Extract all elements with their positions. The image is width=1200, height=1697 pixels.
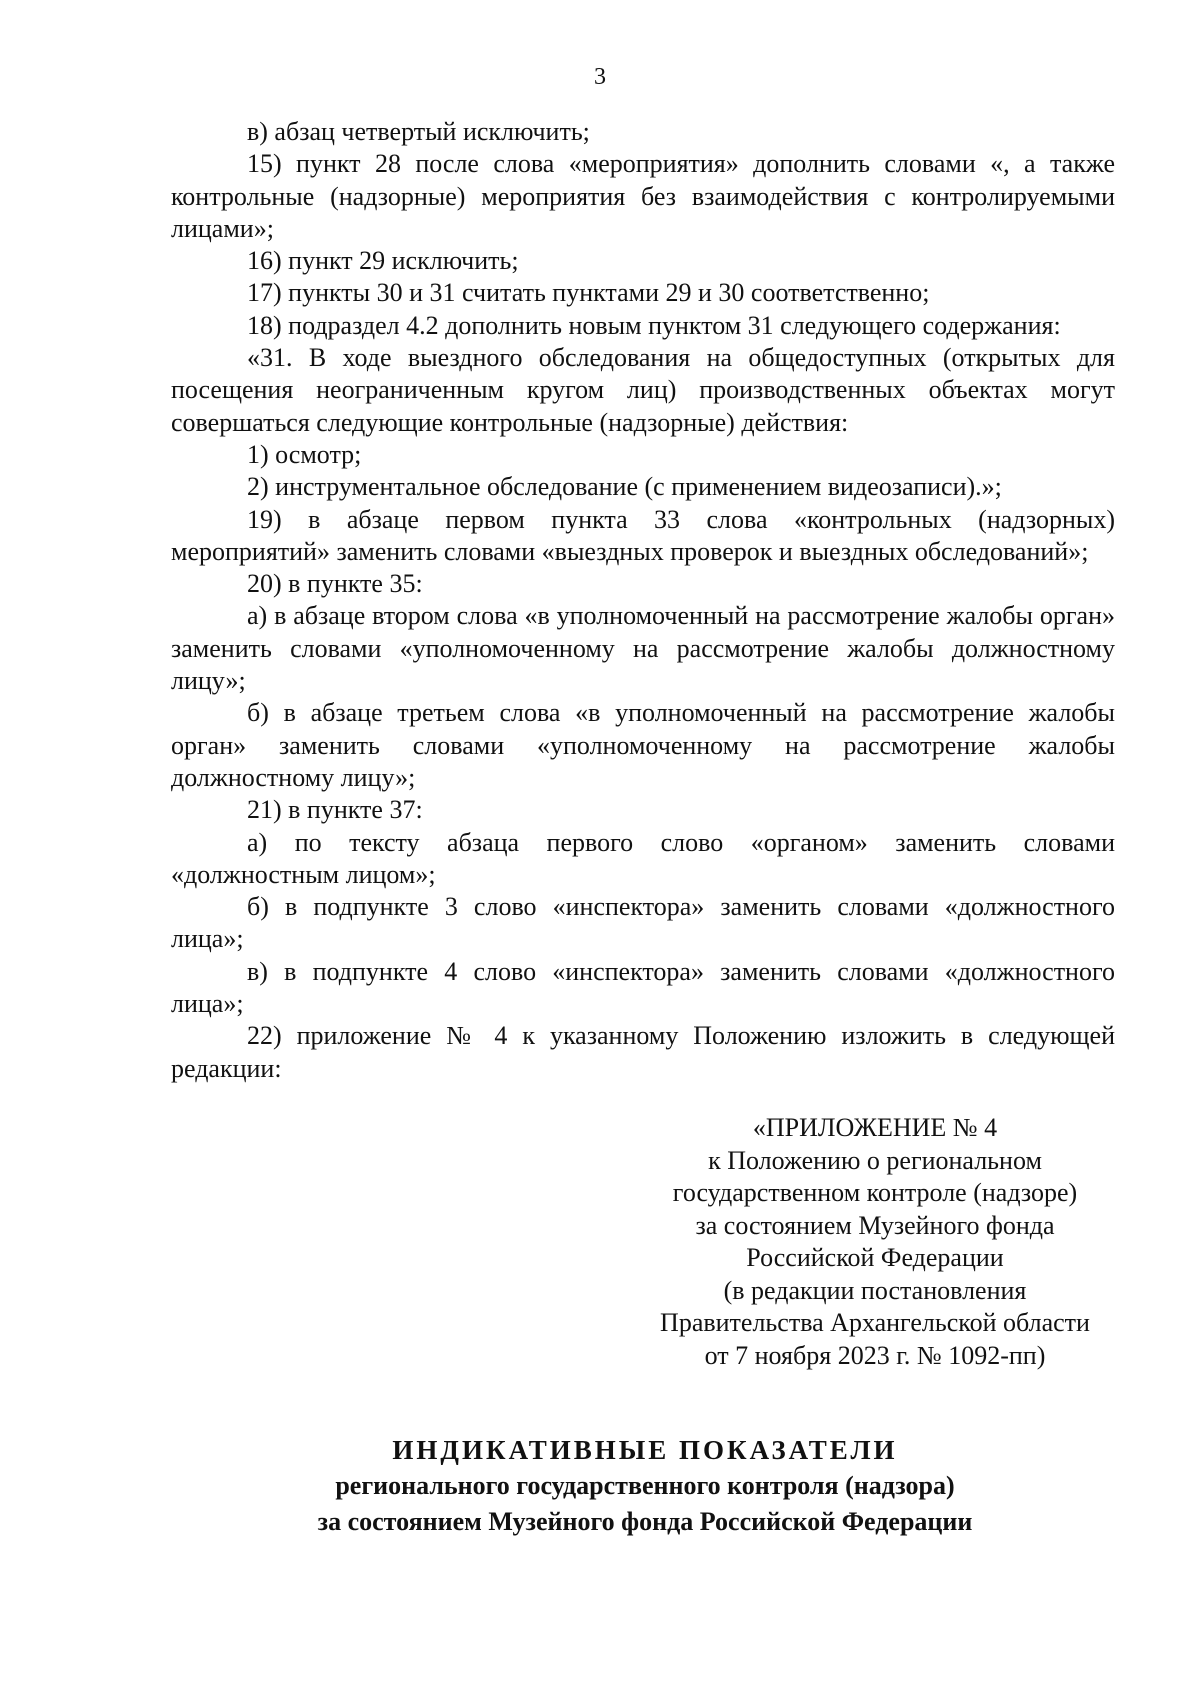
- paragraph: а) по тексту абзаца первого слово «органом» заменить словами «должностным лицом»;: [171, 827, 1115, 889]
- annex-line: государственном контроле (надзоре): [672, 1178, 1078, 1207]
- annex-header: [640, 1112, 1110, 1372]
- heading-subtitle-line: за состоянием Музейного фонда Российской Федерации: [317, 1507, 973, 1536]
- paragraph: «31. В ходе выездного обследования на общедоступных (открытых для посещения неограниченным кругом лиц) производственных объектах могут совершаться следующие контрольные (надзорные) действия:: [171, 343, 1115, 437]
- annex-line: от 7 ноября 2023 г. № 1092-пп): [704, 1340, 1046, 1370]
- annex-line: Правительства Архангельской области: [660, 1308, 1090, 1337]
- annex-line: «ПРИЛОЖЕНИЕ № 4: [752, 1113, 998, 1142]
- heading-title: ИНДИКАТИВНЫЕ ПОКАЗАТЕЛИ: [392, 1435, 898, 1465]
- section-heading: [0, 1432, 1200, 1540]
- annex-line: к Положению о региональном: [708, 1145, 1042, 1175]
- paragraph: 19) в абзаце первом пункта 33 слова «контрольных (надзорных) мероприятий» заменить словами «выездных проверок и выездных обследований»;: [171, 504, 1115, 566]
- paragraph: 2) инструментальное обследование (с применением видеозаписи).»;: [247, 472, 1002, 502]
- paragraph: 22) приложение № 4 к указанному Положению изложить в следующей редакции:: [171, 1021, 1115, 1083]
- paragraph: а) в абзаце втором слова «в уполномоченный на рассмотрение жалобы орган» заменить словами «уполномоченному на рассмотрение жалобы должностному лицу»;: [171, 601, 1115, 696]
- paragraph: 17) пункты 30 и 31 считать пунктами 29 и 30 соответственно;: [247, 278, 930, 308]
- paragraph: 20) в пункте 35:: [247, 569, 423, 599]
- page-number: 3: [594, 64, 606, 90]
- annex-line: (в редакции постановления: [723, 1275, 1027, 1305]
- paragraph: 1) осмотр;: [247, 439, 362, 469]
- paragraph: в) абзац четвертый исключить;: [247, 117, 590, 146]
- paragraph: 15) пункт 28 после слова «мероприятия» дополнить словами «, а также контрольные (надзорные) мероприятия без взаимодействия с контролируемыми лицами»;: [171, 149, 1115, 243]
- paragraph: 16) пункт 29 исключить;: [247, 246, 519, 276]
- paragraph: 21) в пункте 37:: [247, 795, 423, 825]
- heading-subtitle-line: регионального государственного контроля (надзора): [335, 1471, 955, 1500]
- paragraph: б) в абзаце третьем слова «в уполномоченный на рассмотрение жалобы орган» заменить словами «уполномоченному на рассмотрение жалобы должностному лицу»;: [171, 698, 1115, 792]
- paragraph: 18) подраздел 4.2 дополнить новым пунктом 31 следующего содержания:: [247, 310, 1061, 340]
- annex-line: за состоянием Музейного фонда: [695, 1210, 1055, 1240]
- paragraph: б) в подпункте 3 слово «инспектора» заменить словами «должностного лица»;: [171, 892, 1115, 954]
- annex-line: Российской Федерации: [746, 1243, 1004, 1272]
- amendments-body: [171, 116, 1115, 1085]
- paragraph: в) в подпункте 4 слово «инспектора» заменить словами «должностного лица»;: [171, 956, 1115, 1019]
